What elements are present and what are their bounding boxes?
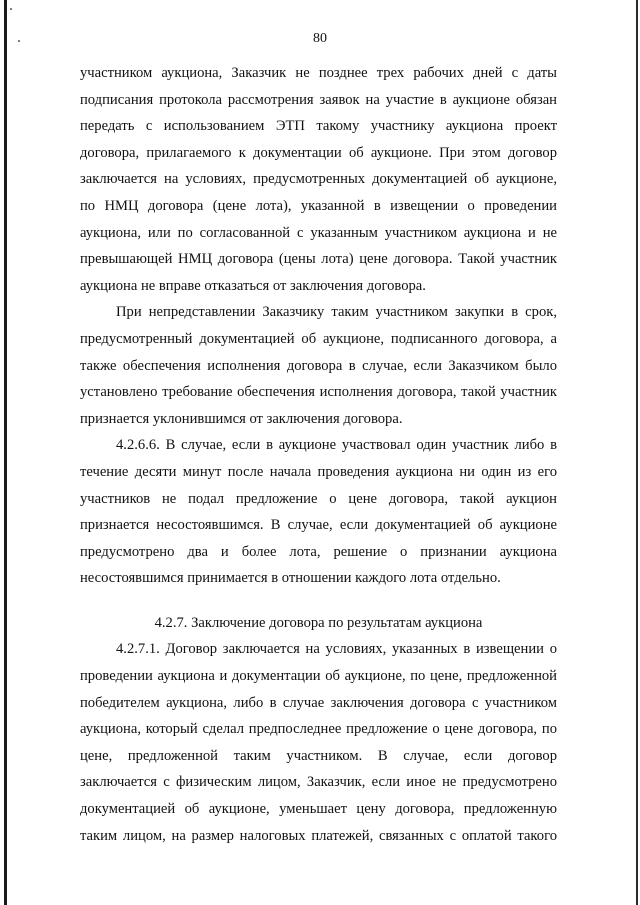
- text-line: заключается с физическим лицом, Заказчик, если иное не предусмотрено: [80, 774, 557, 791]
- text-line: признается несостоявшимся. В случае, если документацией об аукционе: [80, 517, 557, 534]
- text-line: по НМЦ договора (цене лота), указанной в извещении о проведении: [80, 197, 557, 214]
- paragraph-4-2-7-1: [80, 636, 557, 849]
- paragraph-continuation: [80, 60, 557, 299]
- text-line: также обеспечения исполнения договора в случае, если Заказчиком было: [80, 357, 557, 374]
- document-body: [80, 60, 557, 849]
- text-line: При непредставлении Заказчику таким участником закупки в срок,: [116, 304, 557, 321]
- scan-speck: [10, 8, 12, 10]
- paragraph-4-2-6-6: [80, 432, 557, 592]
- paragraph-evasion: [80, 299, 557, 432]
- text-line: аукциона, который сделал предпоследнее предложение о цене договора, по: [80, 721, 557, 738]
- scan-left-edge: [4, 0, 7, 905]
- text-line: цене, предложенной таким участником. В случае, если договор: [80, 747, 557, 764]
- text-line: течение десяти минут после начала проведения аукциона ни один из его: [80, 463, 557, 480]
- text-line: установлено требование обеспечения исполнения договора, такой участник: [80, 384, 557, 401]
- text-line: аукциона, или по согласованной с указанным участником аукциона и не: [80, 224, 557, 241]
- text-line: договора, прилагаемого к документации об аукционе. При этом договор: [80, 144, 557, 161]
- text-line: передать с использованием ЭТП такому участнику аукциона проект: [80, 118, 557, 135]
- text-line: 4.2.7.1. Договор заключается на условиях, указанных в извещении о: [116, 641, 557, 658]
- text-line: 4.2.6.6. В случае, если в аукционе участвовал один участник либо в: [116, 437, 557, 454]
- text-line: предусмотрено два и более лота, решение о признании аукциона: [80, 543, 557, 560]
- text-line: предусмотренный документацией об аукционе, подписанного договора, а: [80, 330, 557, 347]
- text-line: заключается на условиях, предусмотренных документацией об аукционе,: [80, 171, 557, 188]
- section-gap: [80, 592, 557, 610]
- scan-right-edge: [636, 0, 638, 905]
- text-line: участников не подал предложение о цене договора, такой аукцион: [80, 490, 557, 507]
- text-line: документацией об аукционе, уменьшает цену договора, предложенную: [80, 801, 557, 818]
- text-line: победителем аукциона, либо в случае заключения договора с участником: [80, 694, 557, 711]
- text-line: аукциона не вправе отказаться от заключения договора.: [80, 277, 426, 294]
- text-line: участником аукциона, Заказчик не позднее трех рабочих дней с даты: [80, 65, 557, 81]
- text-line: несостоявшимся принимается в отношении каждого лота отдельно.: [80, 570, 501, 587]
- text-line: таким лицом, на размер налоговых платежей, связанных с оплатой такого: [80, 827, 557, 844]
- text-line: признается уклонившимся от заключения договора.: [80, 410, 403, 427]
- text-line: подписания протокола рассмотрения заявок на участие в аукционе обязан: [80, 91, 557, 108]
- text-line: превышающей НМЦ договора (цены лота) цене договора. Такой участник: [80, 251, 557, 268]
- section-heading: 4.2.7. Заключение договора по результатам аукциона: [154, 614, 483, 631]
- page-number: 80: [313, 31, 327, 46]
- text-line: проведении аукциона и документации об аукционе, по цене, предложенной: [80, 668, 557, 685]
